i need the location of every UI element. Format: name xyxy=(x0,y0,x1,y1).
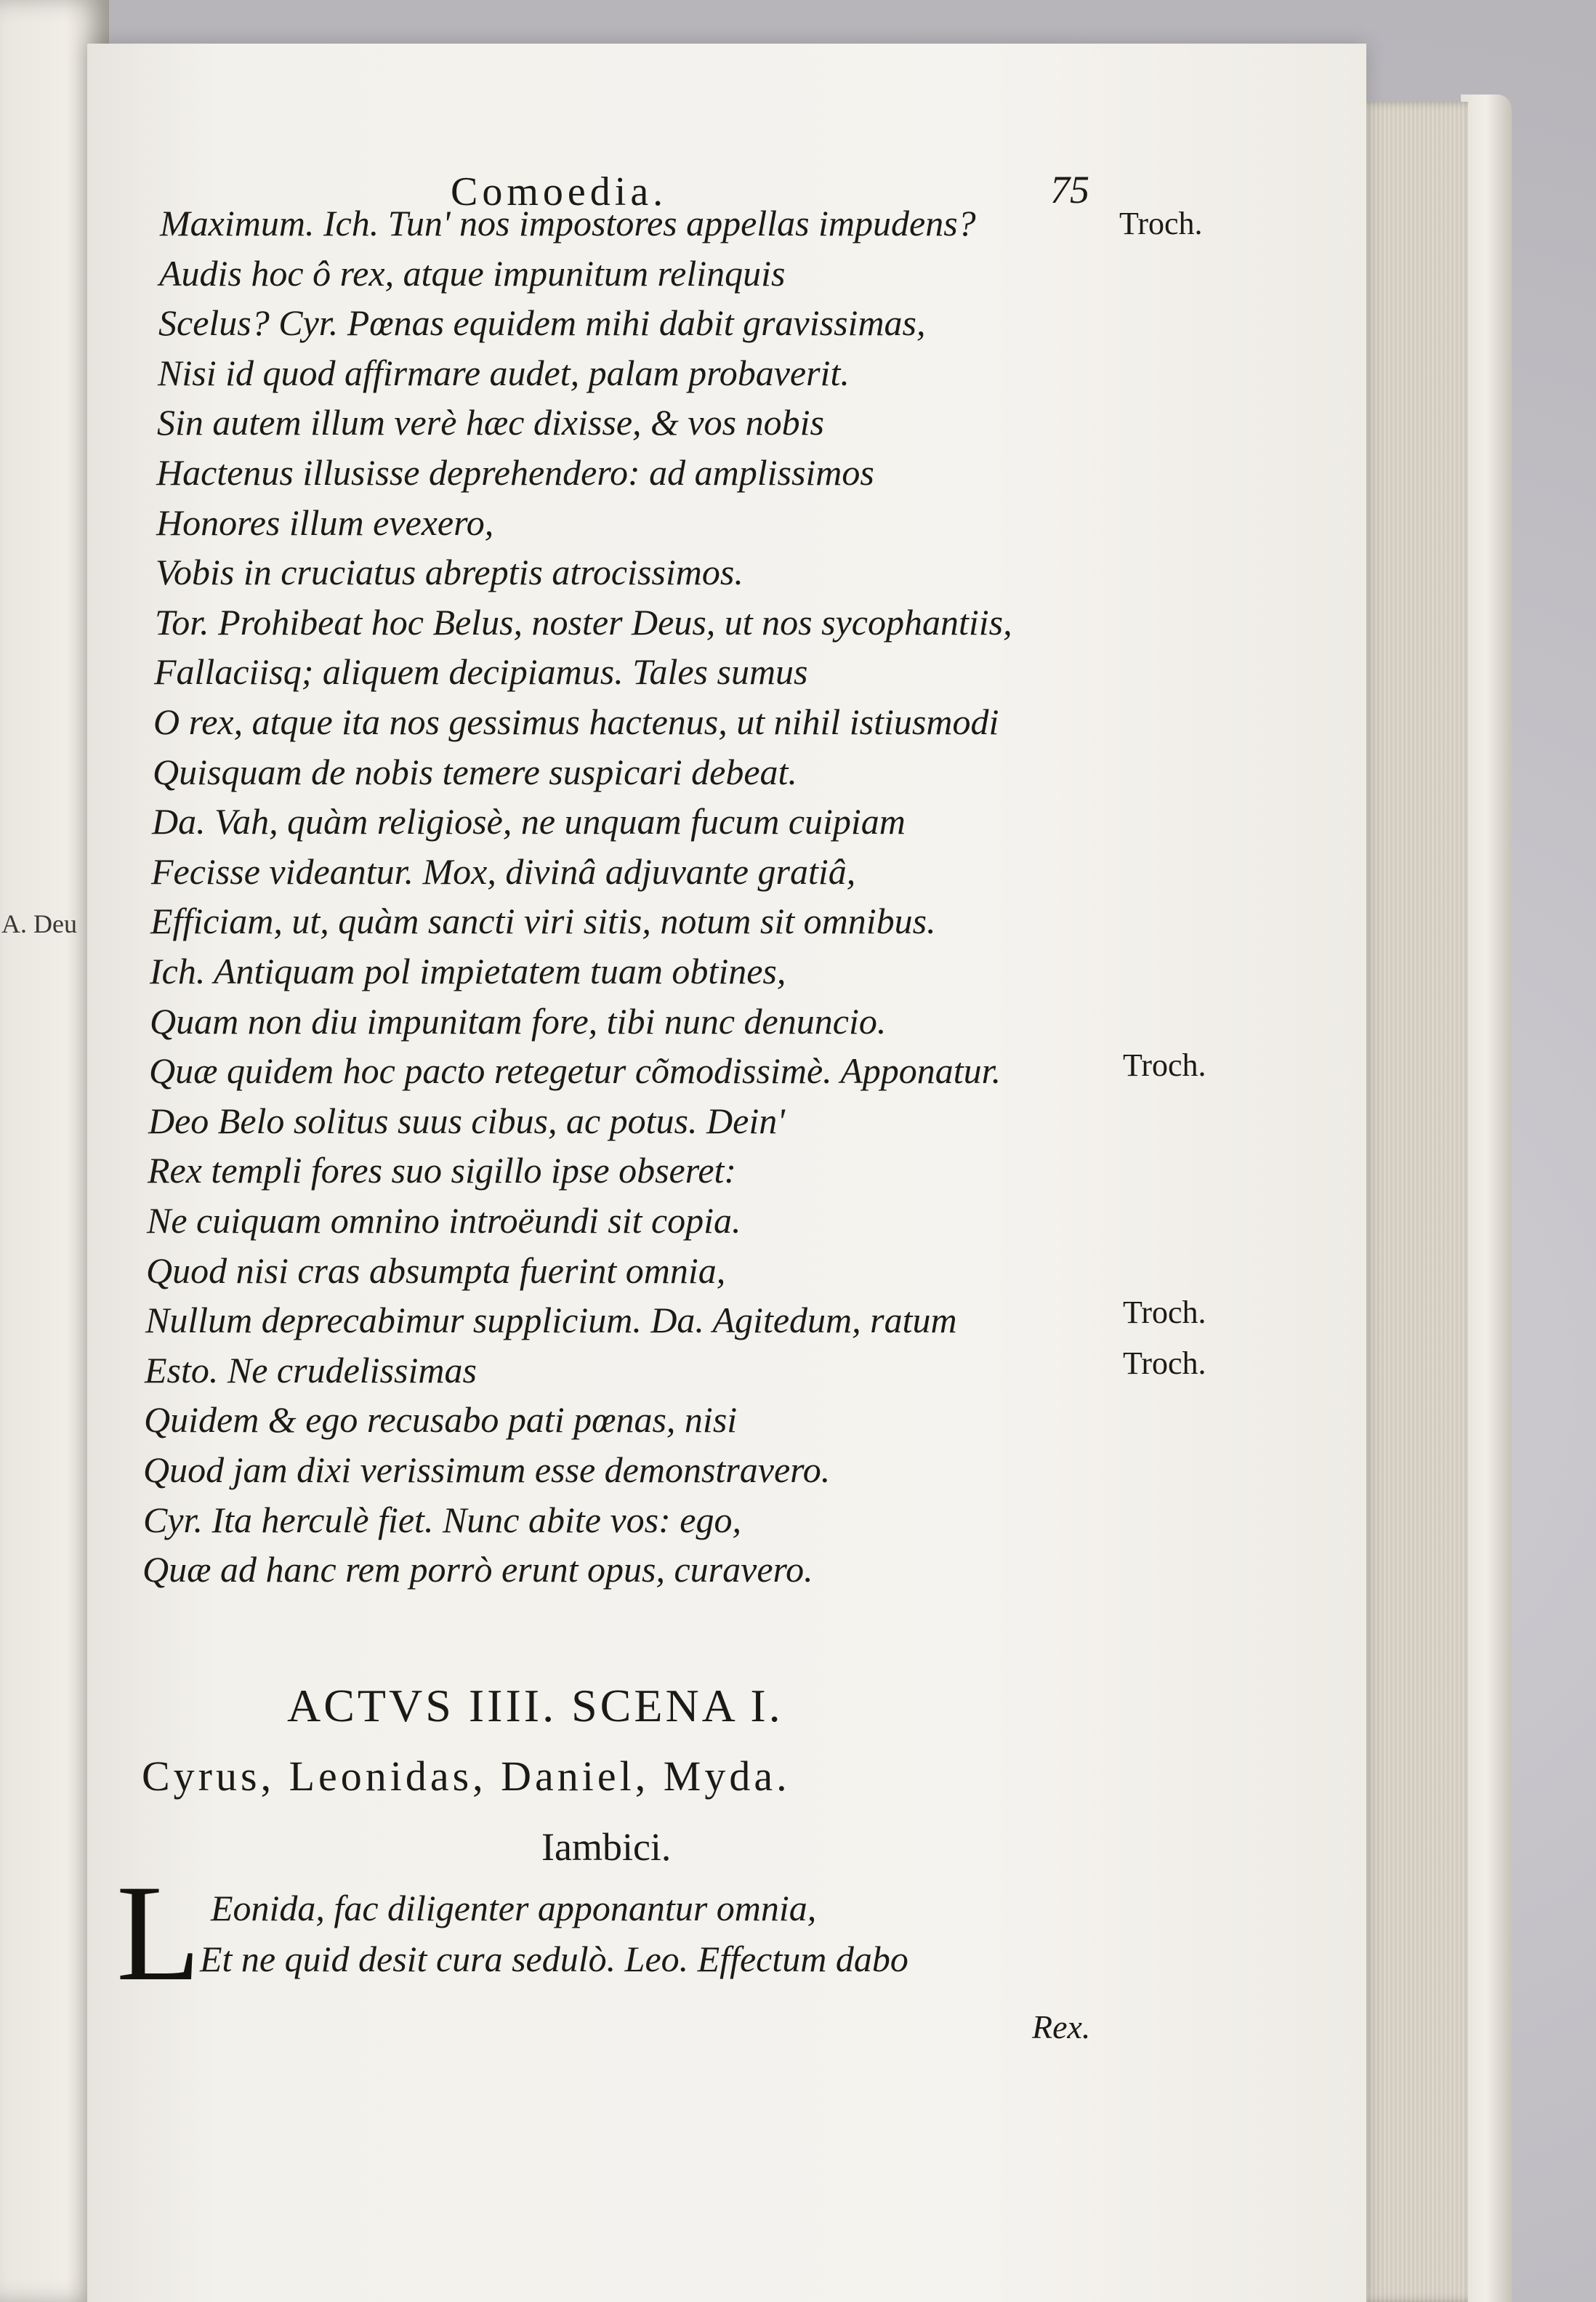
verse-line: Quisquam de nobis temere suspicari debeat. xyxy=(153,752,797,792)
verse-line: Deo Belo solitus suus cibus, ac potus. Dein' xyxy=(148,1100,785,1141)
verse-line: Quod jam dixi verissimum esse demonstravero. xyxy=(143,1449,831,1490)
meter-label: Iambici. xyxy=(541,1825,672,1869)
page-number: 75 xyxy=(1050,168,1089,212)
verse-line: Sin autem illum verè hæc dixisse, & vos nobis xyxy=(157,402,824,443)
verse-line: O rex, atque ita nos gessimus hactenus, ut nihil istiusmodi xyxy=(153,701,999,742)
drop-cap: L xyxy=(116,1857,201,2010)
verse-line: Audis hoc ô rex, atque impunitum relinquis xyxy=(159,253,786,294)
verse-line: Fecisse videantur. Mox, divinâ adjuvante gratiâ, xyxy=(151,851,856,892)
book-page xyxy=(87,44,1366,2302)
running-head: Comoedia. xyxy=(451,169,668,214)
verse-line: Honores illum evexero, xyxy=(156,502,494,543)
verse-line: Hactenus illusisse deprehendero: ad amplissimos xyxy=(156,452,874,493)
verse-line: Tor. Prohibeat hoc Belus, noster Deus, ut nos sycophantiis, xyxy=(155,602,1012,643)
book-cover-edge xyxy=(1461,94,1512,2302)
verse-line: Da. Vah, quàm religiosè, ne unquam fucum cuipiam xyxy=(152,801,906,842)
verse-line: Quæ quidem hoc pacto retegetur cõmodissimè. Apponatur. xyxy=(149,1050,1001,1091)
verse-line: Et ne quid desit cura sedulò. Leo. Effectum dabo xyxy=(200,1939,908,1979)
verse-line: Quod nisi cras absumpta fuerint omnia, xyxy=(146,1250,726,1291)
verse-line: Esto. Ne crudelissimas xyxy=(145,1350,477,1391)
verse-line: Scelus? Cyr. Pœnas equidem mihi dabit gravissimas, xyxy=(158,302,926,343)
verse-line: Vobis in cruciatus abreptis atrocissimos. xyxy=(156,552,743,592)
margin-note: Troch. xyxy=(1119,206,1203,241)
verse-line: Quidem & ego recusabo pati pœnas, nisi xyxy=(144,1399,738,1440)
verse-line: Nullum deprecabimur supplicium. Da. Agitedum, ratum xyxy=(145,1300,957,1340)
catchword: Rex. xyxy=(1032,2008,1091,2045)
verse-line: Maximum. Ich. Tun' nos impostores appellas impudens? xyxy=(160,203,976,244)
dramatis-personae: Cyrus, Leonidas, Daniel, Myda. xyxy=(142,1752,791,1800)
margin-note: Troch. xyxy=(1123,1295,1206,1330)
verse-line: Nisi id quod affirmare audet, palam probaverit. xyxy=(158,353,850,393)
margin-note: Troch. xyxy=(1123,1345,1206,1381)
verse-line: Quæ ad hanc rem porrò erunt opus, curavero. xyxy=(142,1549,813,1590)
verse-line: Quam non diu impunitam fore, tibi nunc denuncio. xyxy=(150,1001,887,1042)
verse-line: Rex templi fores suo sigillo ipse obseret: xyxy=(148,1150,737,1191)
verse-line: Fallaciisq; aliquem decipiamus. Tales sumus xyxy=(154,651,808,692)
margin-note: Troch. xyxy=(1123,1047,1206,1083)
verse-line: Ne cuiquam omnino introëundi sit copia. xyxy=(147,1200,741,1241)
verse-line: Cyr. Ita herculè fiet. Nunc abite vos: ego, xyxy=(143,1500,741,1540)
left-page-fragment: A. Deu xyxy=(1,909,77,938)
verse-line: Eonida, fac diligenter apponantur omnia, xyxy=(211,1888,817,1928)
act-heading: ACTVS IIII. SCENA I. xyxy=(287,1680,783,1731)
verse-line: Efficiam, ut, quàm sancti viri sitis, notum sit omnibus. xyxy=(150,901,936,941)
verse-line: Ich. Antiquam pol impietatem tuam obtines, xyxy=(150,951,786,991)
book-page-edges xyxy=(1359,102,1468,2302)
